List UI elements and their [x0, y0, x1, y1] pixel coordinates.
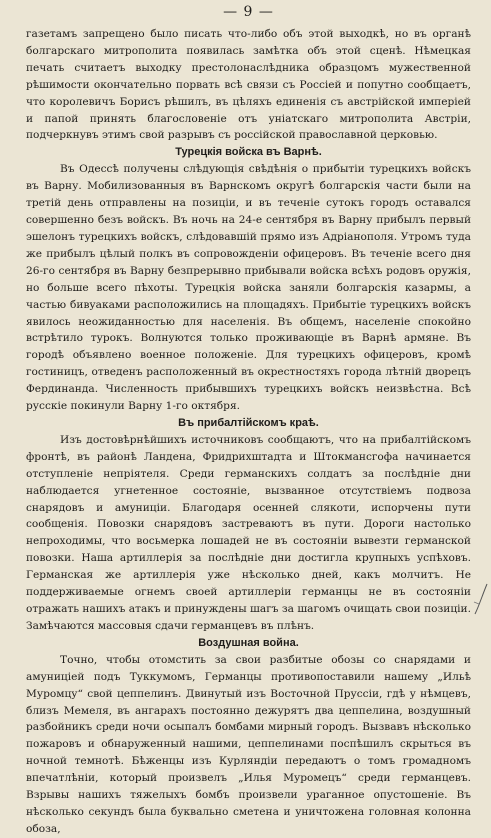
- page-number: — 9 —: [223, 4, 274, 20]
- section-heading-turkish-troops: Турецкія войска въ Варнѣ.: [175, 146, 322, 159]
- section-heading-air-war: Воздушная война.: [198, 636, 299, 649]
- section-paragraph-baltic: Изъ достовѣрнѣйшихъ источниковъ сообщаютъ, что на прибалтійскомъ фронтѣ, въ районѣ Ландена, Фридрихштадта и Штокмансгофа начинается отступленіе непріятеля. Среди германскихъ солдатъ за послѣдніе дни наблюдается угнетенное состояніе, вызванное отсутствіемъ подвоза снарядовъ и амуниціи. Благодаря осенней слякоти, испорчены пути сообщенія. Повозки снарядовъ застреваютъ въ пути. Дороги настолько непроходимы, что восьмерка лошадей не въ состояніи вывезти германской повозки. Наша артиллерія за послѣдніе дни достигла крупныхъ успѣховъ. Германская же артиллерія уже нѣсколько дней, какъ молчитъ. Не поддерживаемые огнемъ своей артиллеріи германцы не въ состояніи отражать нашихъ атакъ и принуждены шагъ за шагомъ очищать свои позиціи. Замѣчаются массовыя сдачи германцевъ въ плѣнъ.: [26, 433, 471, 632]
- section-paragraph-air-war: Точно, чтобы отомстить за свои разбитые обозы со снарядами и амуниціей подъ Туккумомъ, Германцы противопоставили нашему „Ильѣ Муромцу“ свой цеппелинъ. Двинутый изъ Восточной Пруссіи, гдѣ у нѣмцевъ, близъ Мемеля, въ ангарахъ постоянно дежурятъ два цеппелина, воздушный разбойникъ среди ночи осыпалъ бомбами мирный городъ. Вызвавъ нѣсколько пожаровъ и обнаруженный нашими, цеппелинами поспѣшилъ скрыться въ ночной темнотѣ. Бѣженцы изъ Курляндіи передаютъ о томъ громадномъ впечатлѣніи, который произвелъ „Илья Муромецъ“ среди германцевъ. Взрывы нашихъ тяжелыхъ бомбъ произвели ураганное опустошеніе. Въ нѣсколько секундъ была буквально сметена и уничтожена головная колонна обоза,: [26, 653, 471, 835]
- section-heading-baltic: Въ прибалтійскомъ краѣ.: [178, 416, 319, 429]
- article-body: [26, 26, 471, 838]
- intro-paragraph: газетамъ запрещено было писать что-либо объ этой выходкѣ, но въ органѣ болгарскаго митрополита появилась замѣтка объ этой сценѣ. Нѣмецкая печать считаетъ выходку престолонаслѣдника образцомъ мужественной рѣшимости окончательно порвать всѣ связи съ Россіей и попутно сообщаетъ, что королевичъ Борисъ рѣшилъ, въ цѣляхъ единенія съ австрійской имперіей и папой принять благословеніе отъ уніатскаго митрополита Австріи, подчеркнувъ этимъ свой разрывъ съ россійской православной церковью.: [26, 28, 471, 142]
- margin-pencil-mark: [473, 582, 489, 616]
- section-paragraph-turkish-troops: Въ Одессѣ получены слѣдующія свѣдѣнія о прибытіи турецкихъ войскъ въ Варну. Мобилизованныя въ Варнскомъ округѣ болгарскія части были на третій день отправлены на позиціи, и въ теченіе сутокъ городъ оставался совершенно безъ войскъ. Въ ночь на 24-е сентября въ Варну прибылъ первый эшелонъ турецкихъ войскъ, слѣдовавшій прямо изъ Адріанополя. Утромъ туда же прибылъ цѣлый полкъ въ сопровожденіи офицеровъ. Въ теченіе всего дня 26-го сентября въ Варну безпрерывно прибывали войска всѣхъ родовъ оружія, но больше всего пѣхоты. Турецкія войска заняли болгарскія казармы, а частью бивуаками расположились на площадяхъ. Прибытіе турецкихъ войскъ явилось неожиданностью для населенія. Въ общемъ, населеніе спокойно встрѣтило турокъ. Волнуются только проживающіе въ Варнѣ армяне. Въ городѣ объявлено военное положеніе. Для турецкихъ офицеровъ, кромѣ гостиницъ, отведенъ расположенный въ окрестностяхъ города лѣтній дворецъ Фердинанда. Численность прибывшихъ турецкихъ войскъ неизвѣстна. Всѣ русскіе покинули Варну 1-го октября.: [26, 163, 471, 413]
